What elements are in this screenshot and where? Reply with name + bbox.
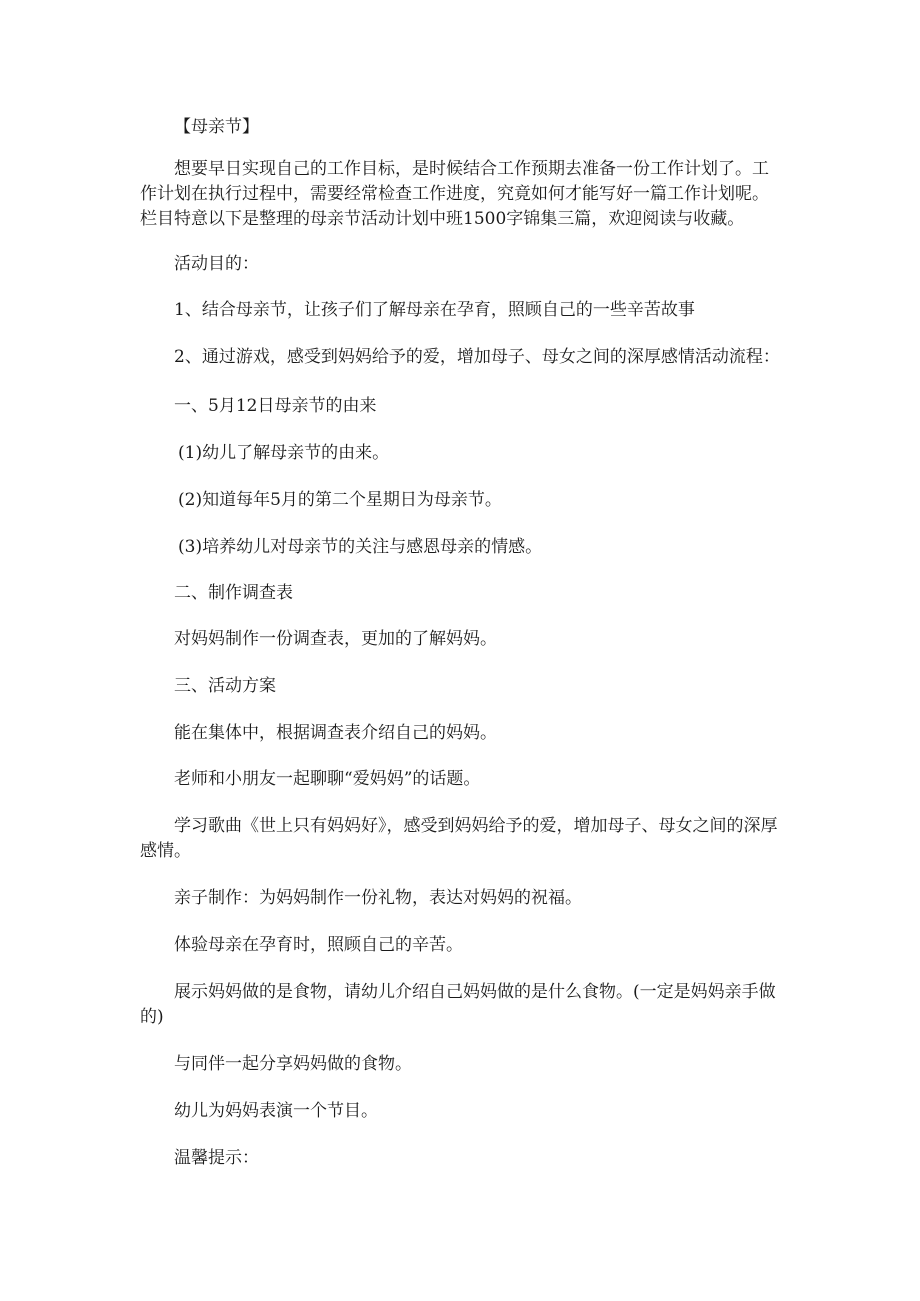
plan-item-8: 幼儿为妈妈表演一个节目。 <box>174 1101 378 1121</box>
purpose-item-2: 2、通过游戏，感受到妈妈给予的爱，增加母子、母女之间的深厚感情活动流程： <box>174 347 780 367</box>
sub-item-3: (3)培养幼儿对母亲节的关注与感恩母亲的情感。 <box>178 537 543 557</box>
section-heading-3: 三、活动方案 <box>174 676 276 696</box>
intro-paragraph: 想要早日实现自己的工作目标，是时候结合工作预期去准备一份工作计划了。工作计划在执行过程中，需要经常检查工作进度，究竟如何才能写好一篇工作计划呢。栏目特意以下是整理的母亲节活动计划中班1500字锦集三篇，欢迎阅读与收藏。 <box>140 159 769 229</box>
tips-label: 温馨提示： <box>174 1148 259 1168</box>
plan-item-2: 老师和小朋友一起聊聊“爱妈妈”的话题。 <box>174 769 481 789</box>
document-heading: 【母亲节】 <box>174 117 259 137</box>
plan-item-3: 学习歌曲《世上只有妈妈好》，感受到妈妈给予的爱，增加母子、母女之间的深厚感情。 <box>140 816 778 861</box>
plan-item-7: 与同伴一起分享妈妈做的食物。 <box>174 1054 412 1074</box>
plan-item-5: 体验母亲在孕育时，照顾自己的辛苦。 <box>174 935 463 955</box>
paragraph-survey: 对妈妈制作一份调查表，更加的了解妈妈。 <box>174 629 497 649</box>
section-label-purpose: 活动目的： <box>174 254 259 274</box>
plan-item-6: 展示妈妈做的是食物，请幼儿介绍自己妈妈做的是什么食物。(一定是妈妈亲手做的) <box>140 982 776 1027</box>
sub-item-2: (2)知道每年5月的第二个星期日为母亲节。 <box>178 490 502 510</box>
plan-item-1: 能在集体中，根据调查表介绍自己的妈妈。 <box>174 723 497 743</box>
section-heading-2: 二、制作调查表 <box>174 583 293 603</box>
sub-item-1: (1)幼儿了解母亲节的由来。 <box>178 443 390 463</box>
purpose-item-1: 1、结合母亲节，让孩子们了解母亲在孕育，照顾自己的一些辛苦故事 <box>174 300 695 320</box>
plan-item-4: 亲子制作：为妈妈制作一份礼物，表达对妈妈的祝福。 <box>174 888 582 908</box>
section-heading-1: 一、5月12日母亲节的由来 <box>174 396 377 416</box>
